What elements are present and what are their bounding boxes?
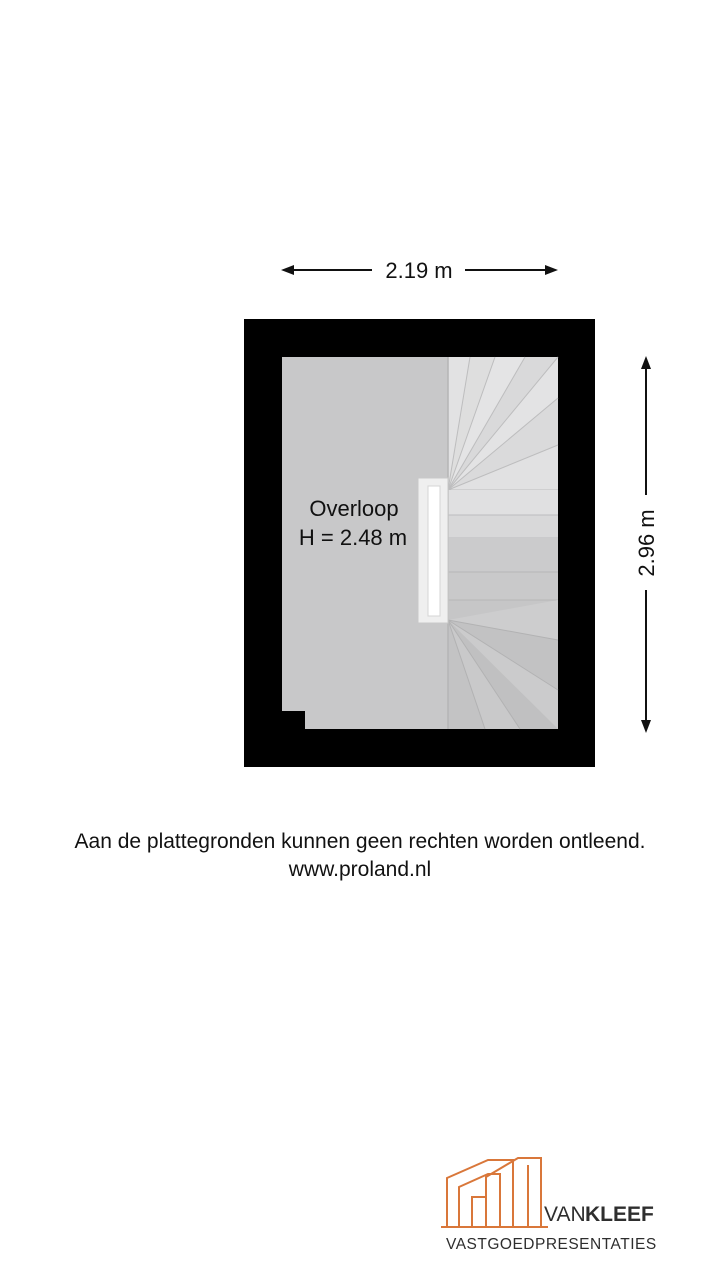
- room-height: H = 2.48 m: [298, 525, 408, 550]
- stair-railing: [418, 478, 448, 623]
- width-label: 2.19 m: [385, 258, 453, 283]
- logo-brand-bold: KLEEF: [585, 1203, 654, 1226]
- width-dimension: [281, 258, 558, 283]
- disclaimer-text: Aan de plattegronden kunnen geen rechten worden ontleend.: [74, 830, 646, 853]
- arrow-right-icon: [545, 265, 558, 275]
- arrow-left-icon: [281, 265, 294, 275]
- height-label: 2.96 m: [634, 509, 659, 577]
- vankleef-logo: [441, 1158, 657, 1253]
- logo-brand-light: VAN: [544, 1203, 586, 1226]
- website-text: www.proland.nl: [288, 858, 432, 881]
- arrow-up-icon: [641, 356, 651, 369]
- height-dimension: [634, 356, 659, 733]
- room-name: Overloop: [309, 496, 399, 521]
- house-outline-icon: [441, 1158, 548, 1227]
- logo-tagline: VASTGOEDPRESENTATIES: [446, 1236, 657, 1253]
- arrow-down-icon: [641, 720, 651, 733]
- wall-notch: [282, 711, 305, 729]
- staircase: [448, 357, 558, 729]
